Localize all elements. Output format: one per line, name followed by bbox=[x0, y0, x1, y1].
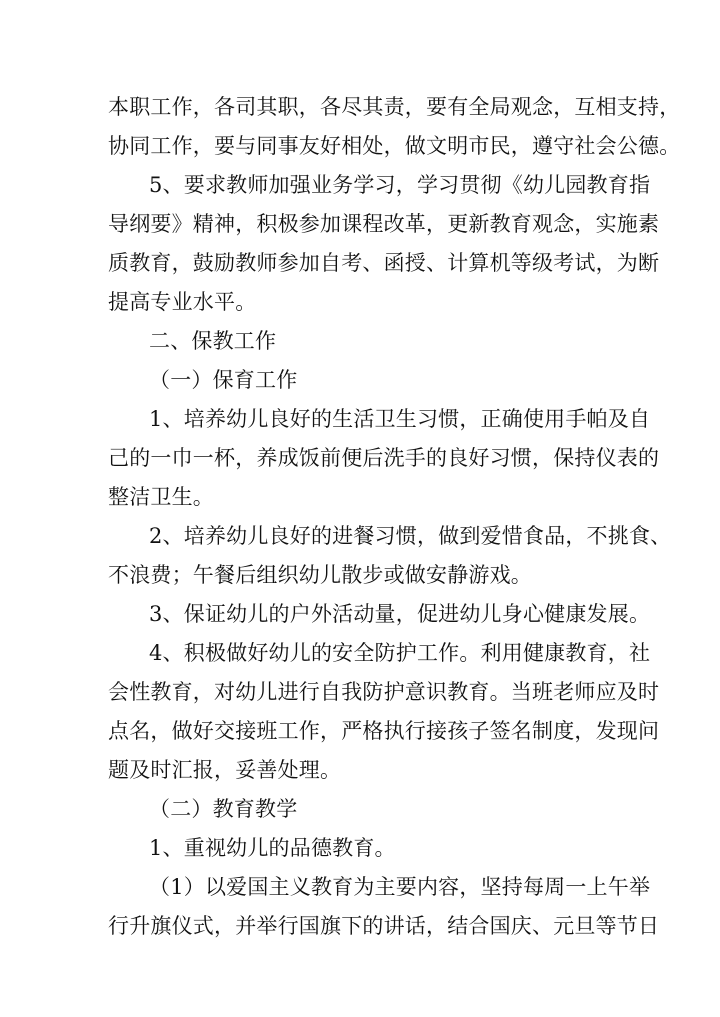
body-line-4: 导纲要》精神，积极参加课程改革，更新教育观念，实施素 bbox=[108, 212, 660, 236]
body-line-2: 协同工作，要与同事友好相处，做文明市民，遵守社会公德。 bbox=[108, 134, 681, 158]
body-line-18: 题及时汇报，妥善处理。 bbox=[108, 758, 342, 782]
body-line-9: 1、培养幼儿良好的生活卫生习惯，正确使用手帕及自 bbox=[149, 407, 651, 431]
body-line-6: 提高专业水平。 bbox=[108, 290, 257, 314]
body-line-20: 1、重视幼儿的品德教育。 bbox=[149, 836, 396, 860]
body-line-3: 5、要求教师加强业务学习，学习贯彻《幼儿园教育指 bbox=[149, 173, 651, 197]
subsection-heading-baoyu: （一）保育工作 bbox=[149, 368, 298, 392]
body-line-15: 4、积极做好幼儿的安全防护工作。利用健康教育，社 bbox=[149, 641, 651, 665]
body-line-13: 不浪费；午餐后组织幼儿散步或做安静游戏。 bbox=[108, 563, 532, 587]
body-line-16: 会性教育，对幼儿进行自我防护意识教育。当班老师应及时 bbox=[108, 680, 660, 704]
body-line-5: 质教育，鼓励教师参加自考、函授、计算机等级考试，为断 bbox=[108, 251, 660, 275]
body-line-17: 点名，做好交接班工作，严格执行接孩子签名制度，发现问 bbox=[108, 719, 660, 743]
body-line-11: 整洁卫生。 bbox=[108, 485, 214, 509]
body-line-12: 2、培养幼儿良好的进餐习惯，做到爱惜食品，不挑食、 bbox=[149, 524, 672, 548]
body-line-22: 行升旗仪式，并举行国旗下的讲话，结合国庆、元旦等节日 bbox=[108, 914, 660, 938]
section-heading-baojiao: 二、保教工作 bbox=[149, 329, 277, 353]
subsection-heading-jiaoyu: （二）教育教学 bbox=[149, 797, 298, 821]
body-line-14: 3、保证幼儿的户外活动量，促进幼儿身心健康发展。 bbox=[149, 602, 651, 626]
body-line-1: 本职工作，各司其职，各尽其责，要有全局观念，互相支持， bbox=[108, 95, 681, 119]
body-line-10: 己的一巾一杯，养成饭前便后洗手的良好习惯，保持仪表的 bbox=[108, 446, 660, 470]
body-line-21: （1）以爱国主义教育为主要内容，坚持每周一上午举 bbox=[149, 875, 651, 899]
